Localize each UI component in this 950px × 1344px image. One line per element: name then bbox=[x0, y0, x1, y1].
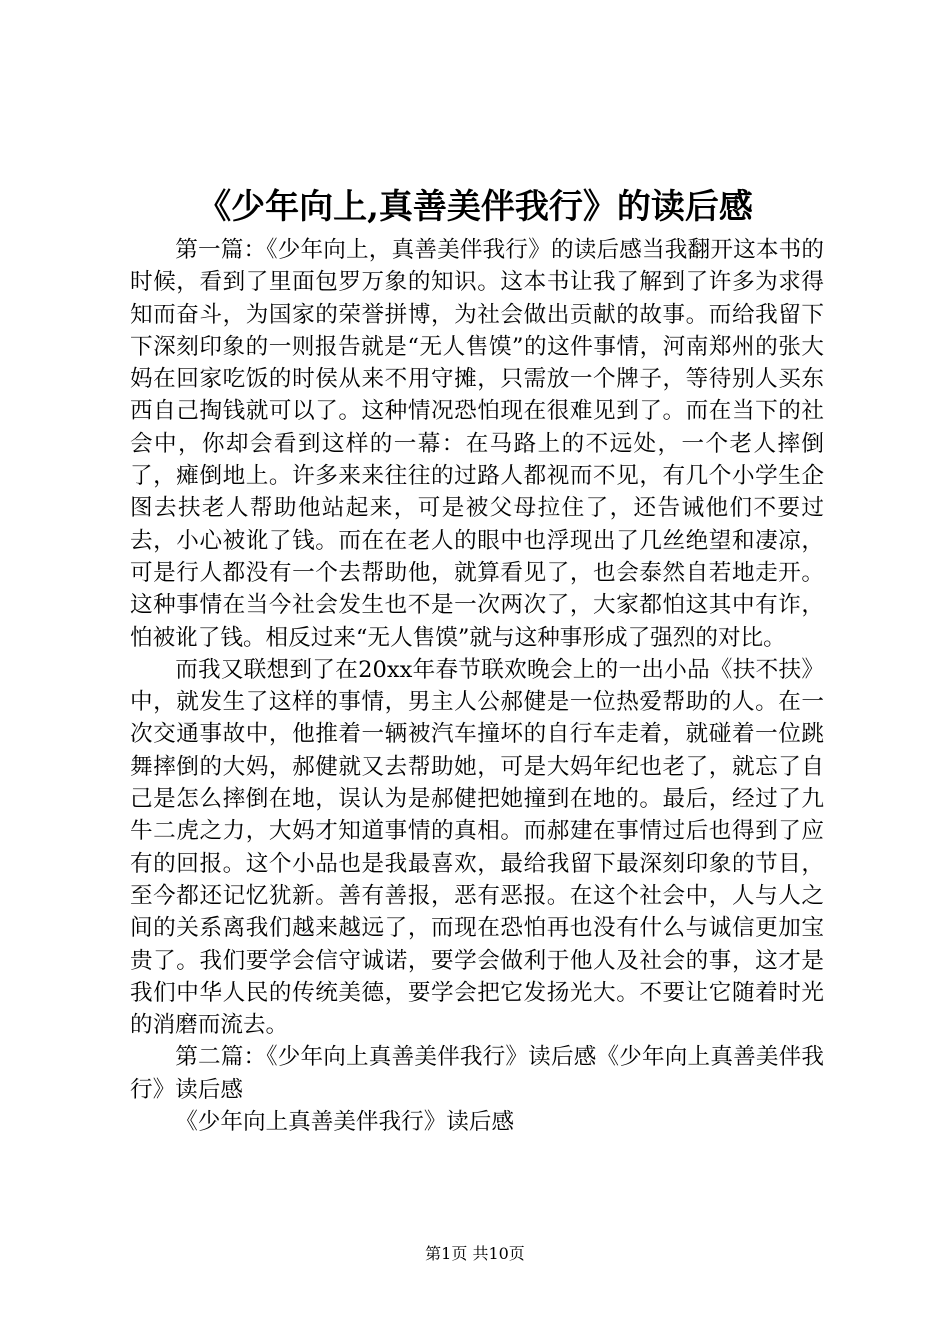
document-body bbox=[130, 234, 824, 1138]
paragraph-1: 第一篇：《少年向上，真善美伴我行》的读后感当我翻开这本书的时候，看到了里面包罗万象的知识。这本书让我了解到了许多为求得知而奋斗，为国家的荣誉拼博，为社会做出贡献的故事。而给我留下下深刻印象的一则报告就是“无人售馍”的这件事情，河南郑州的张大妈在回家吃饭的时侯从来不用守摊，只需放一个牌子，等待别人买东西自己掏钱就可以了。这种情况恐怕现在很难见到了。而在当下的社会中，你却会看到这样的一幕：在马路上的不远处，一个老人摔倒了，瘫倒地上。许多来来往往的过路人都视而不见，有几个小学生企图去扶老人帮助他站起来，可是被父母拉住了，还告诫他们不要过去，小心被讹了钱。而在在老人的眼中也浮现出了几丝绝望和凄凉，可是行人都没有一个去帮助他，就算看见了，也会泰然自若地走开。这种事情在当今社会发生也不是一次两次了，大家都怕这其中有诈，怕被讹了钱。相反过来“无人售馍”就与这种事形成了强烈的对比。 bbox=[130, 237, 824, 651]
paragraph-2: 而我又联想到了在20xx年春节联欢晚会上的一出小品《扶不扶》中，就发生了这样的事情，男主人公郝健是一位热爱帮助的人。在一次交通事故中，他推着一辆被汽车撞坏的自行车走着，就碰着一位跳舞摔倒的大妈，郝健就又去帮助她，可是大妈年纪也老了，就忘了自己是怎么摔倒在地，误认为是郝健把她撞到在地的。最后，经过了九牛二虎之力，大妈才知道事情的真相。而郝建在事情过后也得到了应有的回报。这个小品也是我最喜欢，最给我留下最深刻印象的节目，至今都还记忆犹新。善有善报，恶有恶报。在这个社会中，人与人之间的关系离我们越来越远了，而现在恐怕再也没有什么与诚信更加宝贵了。我们要学会信守诚诺，要学会做利于他人及社会的事，这才是我们中华人民的传统美德，要学会把它发扬光大。不要让它随着时光的消磨而流去。 bbox=[130, 656, 824, 1039]
paragraph-4: 《少年向上真善美伴我行》读后感 bbox=[175, 1109, 515, 1136]
page-number-footer: 第1页 共10页 bbox=[425, 1244, 525, 1263]
document-title: 《少年向上,真善美伴我行》的读后感 bbox=[197, 187, 753, 227]
paragraph-3: 第二篇：《少年向上真善美伴我行》读后感《少年向上真善美伴我行》读后感 bbox=[130, 1044, 824, 1103]
